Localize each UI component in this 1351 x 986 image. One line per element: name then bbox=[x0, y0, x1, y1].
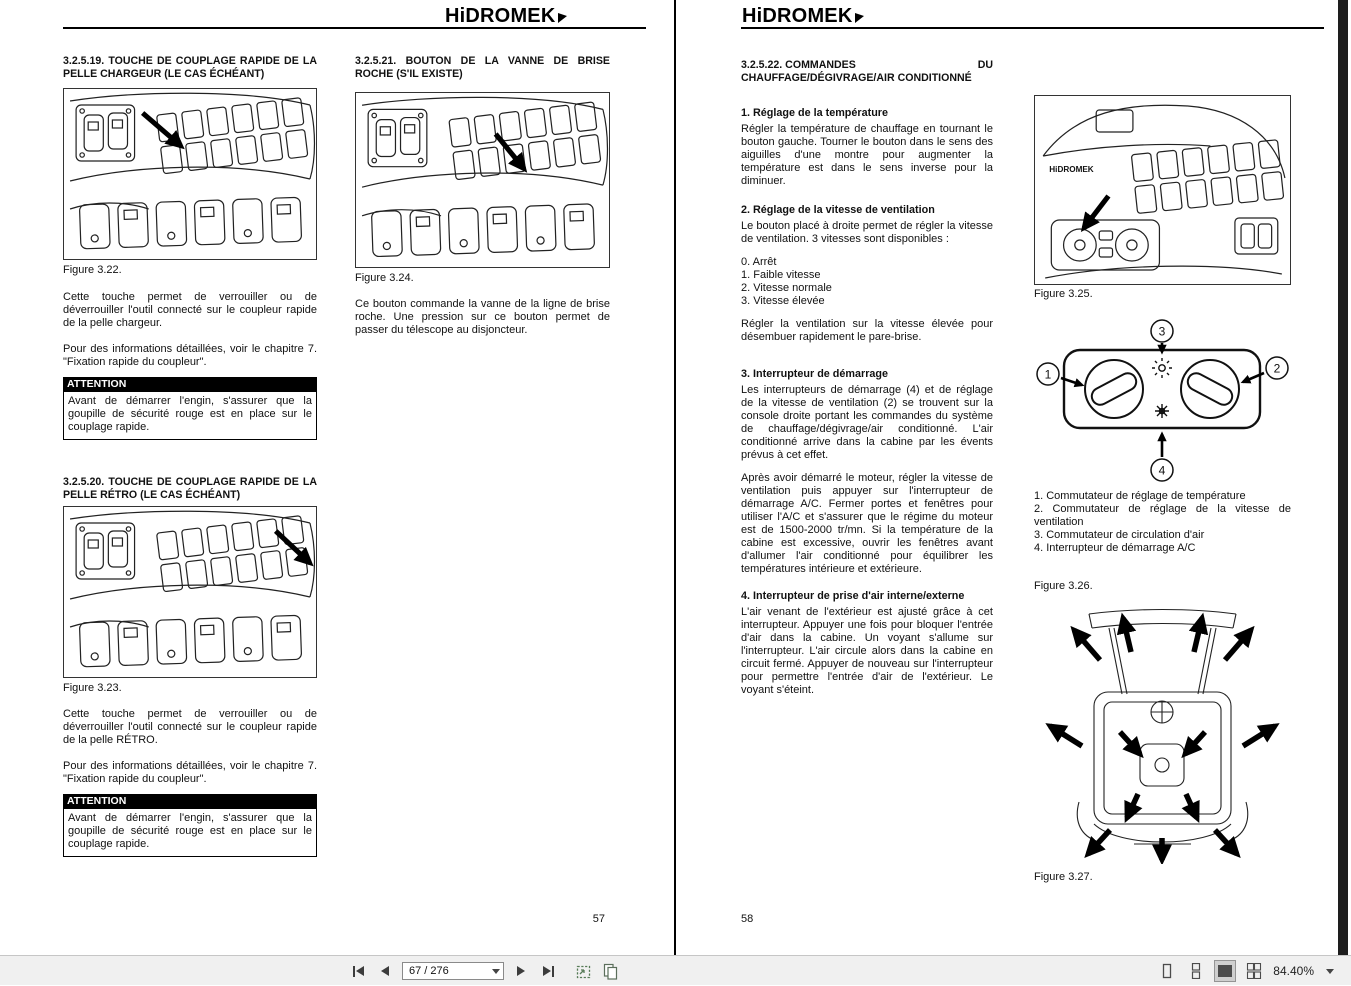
figure-3-27-illustration bbox=[1034, 606, 1291, 864]
figure-3-24-illustration bbox=[356, 93, 609, 267]
figure-3-26-illustration bbox=[1034, 318, 1291, 483]
single-page-view-button[interactable] bbox=[1157, 961, 1177, 981]
zoom-dropdown-button[interactable] bbox=[1323, 961, 1337, 981]
viewer-toolbar bbox=[0, 955, 1351, 985]
snapshot-button[interactable] bbox=[573, 961, 593, 981]
section-title: 3.2.5.19. TOUCHE DE COUPLAGE RAPIDE DE LA PELLE CHARGEUR (LE CAS ÉCHÉANT) bbox=[63, 55, 317, 80]
logo-text: HiDROMEK bbox=[445, 5, 556, 27]
previous-page-button[interactable] bbox=[375, 961, 395, 981]
figure-3-25 bbox=[1034, 95, 1291, 285]
first-page-icon bbox=[353, 966, 355, 977]
speed-list bbox=[741, 256, 993, 308]
continuous-pages-icon bbox=[1188, 963, 1204, 979]
header-rule bbox=[63, 27, 646, 29]
figure-3-23 bbox=[63, 506, 317, 678]
attention-label: ATTENTION bbox=[63, 377, 317, 392]
figure-caption: Figure 3.26. bbox=[1034, 580, 1093, 592]
callout-2: 2 bbox=[1273, 361, 1281, 376]
page-number-combobox[interactable] bbox=[402, 962, 504, 980]
copy-view-icon bbox=[602, 963, 619, 980]
figure-logo-label: HiDROMEK bbox=[1049, 165, 1094, 174]
hidromek-logo bbox=[445, 5, 567, 28]
single-page-icon bbox=[1159, 963, 1175, 979]
paragraph: Pour des informations détaillées, voir le chapitre 7. "Fixation rapide du coupleur". bbox=[63, 343, 317, 368]
page-divider bbox=[674, 0, 676, 955]
paragraph: Régler la ventilation sur la vitesse élevée pour désembuer rapidement le pare-brise. bbox=[741, 318, 993, 343]
figure-3-24 bbox=[355, 92, 610, 268]
figure-3-27 bbox=[1034, 606, 1291, 864]
two-page-continuous-icon bbox=[1246, 963, 1262, 979]
paragraph: Après avoir démarré le moteur, régler la vitesse de ventilation puis appuyer sur l'interrupteur de démarrage A/C. Fermer portes et fenêtres pour utiliser l'A/C et s'assurer que le régime du moteur est de 1500-2000 tr/mn. Si la température de la cabine est excessive, ouvrir les fenêtres avant d'allumer l'air conditionné pour équilibrer les températures intérieure et extérieure. bbox=[741, 472, 993, 575]
block-title: 2. Réglage de la vitesse de ventilation bbox=[741, 204, 935, 216]
list-item: 0. Arrêt bbox=[741, 256, 777, 268]
figure-3-26 bbox=[1034, 318, 1291, 483]
section-title-line2: CHAUFFAGE/DÉGIVRAGE/AIR CONDITIONNÉ bbox=[741, 72, 972, 84]
figure-legend bbox=[1034, 490, 1291, 555]
figure-caption: Figure 3.24. bbox=[355, 272, 414, 284]
page-number-value: 67 / 276 bbox=[409, 965, 449, 977]
figure-caption: Figure 3.22. bbox=[63, 264, 122, 276]
paragraph: L'air venant de l'extérieur est ajusté grâce à cet interrupteur. Appuyer une fois pour bloquer l'entrée d'air dans la cabine. Un voyant s'allume sur l'interrupteur. L'air circule alors dans la cabine en circuit fermé. Appuyer de nouveau sur l'interrupteur pour permettre l'entrée d'air de l'extérieur. Le voyant s'éteint. bbox=[741, 606, 993, 696]
logo-text: HiDROMEK bbox=[742, 5, 853, 27]
paragraph: Le bouton placé à droite permet de régler la vitesse de ventilation. 3 vitesses sont disponibles : bbox=[741, 220, 993, 245]
first-page-button[interactable] bbox=[348, 961, 368, 981]
figure-3-25-illustration bbox=[1035, 96, 1290, 284]
continuous-view-button[interactable] bbox=[1186, 961, 1206, 981]
block-title: 4. Interrupteur de prise d'air interne/externe bbox=[741, 590, 965, 602]
page-58 bbox=[678, 0, 1337, 955]
paragraph: Les interrupteurs de démarrage (4) et de réglage de la vitesse de ventilation (2) se trouvent sur la console droite portant les commandes du système de chauffage/dégivrage/air conditionné. L'air conditionné arrive dans la cabine par les évents prévus à cet effet. bbox=[741, 384, 993, 461]
section-title: 3.2.5.20. TOUCHE DE COUPLAGE RAPIDE DE LA PELLE RÉTRO (LE CAS ÉCHÉANT) bbox=[63, 476, 317, 501]
attention-text: Avant de démarrer l'engin, s'assurer que la goupille de sécurité rouge est en place sur le couplage rapide. bbox=[63, 809, 317, 857]
paragraph: Cette touche permet de verrouiller ou de déverrouiller l'outil connecté sur le coupleur rapide de la pelle RÉTRO. bbox=[63, 708, 317, 746]
attention-box bbox=[63, 794, 317, 857]
legend-item: 2. Commutateur de réglage de la vitesse de ventilation bbox=[1034, 503, 1291, 528]
copy-view-button[interactable] bbox=[600, 961, 620, 981]
attention-label: ATTENTION bbox=[63, 794, 317, 809]
column-right bbox=[1034, 95, 1291, 884]
column-left bbox=[63, 55, 317, 857]
two-page-icon bbox=[1217, 963, 1233, 979]
callout-1: 1 bbox=[1044, 367, 1052, 382]
hidromek-logo bbox=[742, 5, 864, 28]
callout-4: 4 bbox=[1158, 463, 1166, 478]
legend-item: 4. Interrupteur de démarrage A/C bbox=[1034, 542, 1196, 554]
view-controls bbox=[1157, 956, 1337, 986]
zoom-dropdown-icon bbox=[1326, 969, 1334, 974]
paragraph: Pour des informations détaillées, voir le chapitre 7. "Fixation rapide du coupleur". bbox=[63, 760, 317, 785]
paragraph: Cette touche permet de verrouiller ou de déverrouiller l'outil connecté sur le coupleur rapide de la pelle chargeur. bbox=[63, 291, 317, 329]
paragraph: Régler la température de chauffage en tournant le bouton gauche. Tourner le bouton dans le sens des aiguilles d'une montre pour augmenter la température est dans le sens inverse pour la diminuer. bbox=[741, 123, 993, 187]
legend-item: 1. Commutateur de réglage de température bbox=[1034, 490, 1246, 502]
document-edge bbox=[1338, 0, 1348, 955]
callout-3: 3 bbox=[1158, 324, 1166, 339]
list-item: 1. Faible vitesse bbox=[741, 269, 821, 281]
figure-caption: Figure 3.25. bbox=[1034, 288, 1093, 300]
section-title: 3.2.5.21. BOUTON DE LA VANNE DE BRISE ROCHE (S'IL EXISTE) bbox=[355, 55, 610, 80]
figure-caption: Figure 3.27. bbox=[1034, 871, 1093, 883]
attention-box bbox=[63, 377, 317, 440]
page-navigation bbox=[348, 956, 620, 986]
logo-mark-icon bbox=[558, 11, 567, 23]
figure-3-22-illustration bbox=[64, 89, 316, 259]
section-title: 3.2.5.22. COMMANDES DU bbox=[741, 59, 993, 71]
two-page-continuous-view-button[interactable] bbox=[1244, 961, 1264, 981]
last-page-button[interactable] bbox=[538, 961, 558, 981]
list-item: 3. Vitesse élevée bbox=[741, 295, 825, 307]
figure-caption: Figure 3.23. bbox=[63, 682, 122, 694]
next-page-button[interactable] bbox=[511, 961, 531, 981]
attention-text: Avant de démarrer l'engin, s'assurer que la goupille de sécurité rouge est en place sur le couplage rapide. bbox=[63, 392, 317, 440]
next-page-icon bbox=[517, 966, 525, 976]
previous-page-icon bbox=[381, 966, 389, 976]
page-number: 58 bbox=[741, 913, 754, 925]
column-right bbox=[355, 55, 610, 337]
block-title: 3. Interrupteur de démarrage bbox=[741, 368, 889, 380]
logo-mark-icon bbox=[855, 11, 864, 23]
header-rule bbox=[741, 27, 1324, 29]
last-page-icon bbox=[543, 966, 551, 976]
snapshot-icon bbox=[575, 963, 592, 980]
list-item: 2. Vitesse normale bbox=[741, 282, 832, 294]
page-combo-dropdown-icon[interactable] bbox=[492, 969, 500, 974]
column-left bbox=[741, 59, 993, 697]
figure-3-22 bbox=[63, 88, 317, 260]
paragraph: Ce bouton commande la vanne de la ligne de brise roche. Une pression sur ce bouton permet de passer du télescope au disjoncteur. bbox=[355, 298, 610, 336]
block-title: 1. Réglage de la température bbox=[741, 107, 889, 119]
legend-item: 3. Commutateur de circulation d'air bbox=[1034, 529, 1205, 541]
two-page-view-button[interactable] bbox=[1215, 961, 1235, 981]
zoom-level[interactable]: 84.40% bbox=[1273, 964, 1314, 978]
figure-3-23-illustration bbox=[64, 507, 316, 677]
page-number: 57 bbox=[592, 913, 605, 925]
page-57 bbox=[30, 0, 674, 955]
